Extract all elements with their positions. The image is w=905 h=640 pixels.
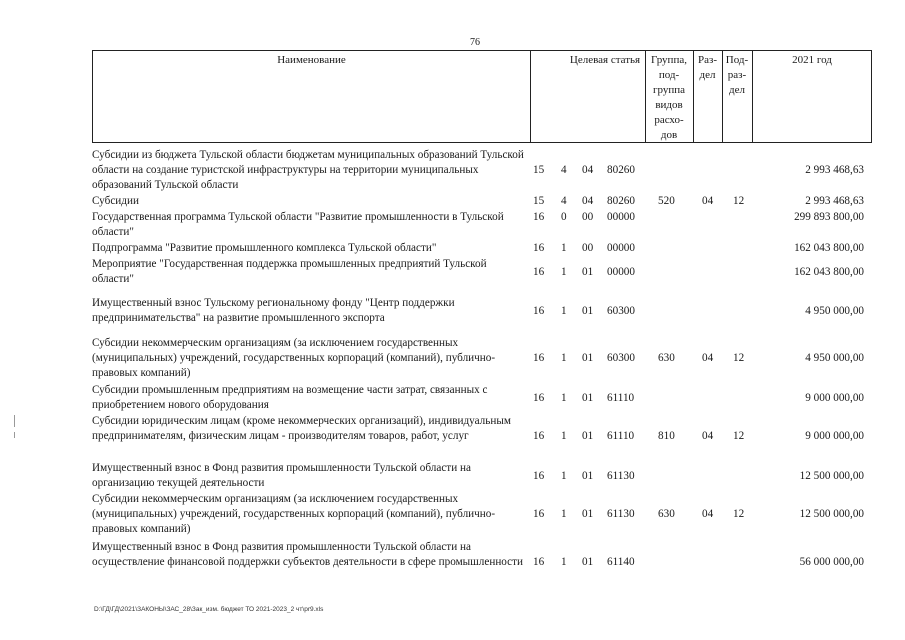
row-name: Имущественный взнос в Фонд развития промышленности Тульской области на осуществление финансовой поддержки субъектов деятельности в сфере промышленности [92,541,524,568]
table-row: Мероприятие "Государственная поддержка промышленных предприятий Тульской области" 16 1 01 00000 162 043 800,00 [92,258,864,285]
table-row: Имущественный взнос Тульскому региональному фонду "Центр поддержки предпринимательства" на развитие промышленного экспорта 16 1 01 60300 4 950 000,00 [92,297,864,324]
table-row: Подпрограмма "Развитие промышленного комплекса Тульской области" 16 1 00 00000 162 043 800,00 [92,242,864,254]
table-row: Субсидии некоммерческим организациям (за исключением государственных (муниципальных) учреждений, государственных корпораций (компаний), публично-правовых компаний) 16 1 01 60300 630 04 12 4 950 000,00 [92,337,864,379]
file-path-footer: D:\ГД\ГД\2021\ЗАКОНЫ\ЗАС_28\Зак_изм. бюджет ТО 2021-2023_2 чт\pr9.xls [94,606,324,613]
table-row: Субсидии 15 4 04 80260 520 04 12 2 993 468,63 [92,195,864,207]
table-row: Субсидии из бюджета Тульской области бюджетам муниципальных образований Тульской области на создание туристской инфраструктуры на территории муниципальных образований Тульской области 15 4 04 80260 2 993 468,63 [92,149,864,191]
row-name: Имущественный взнос Тульскому региональному фонду "Центр поддержки предпринимательства" на развитие промышленного экспорта [92,297,455,324]
table-row: Имущественный взнос в Фонд развития промышленности Тульской области на осуществление финансовой поддержки субъектов деятельности в сфере промышленности 16 1 01 61140 56 000 000,00 [92,541,864,568]
table-row: Субсидии промышленным предприятиям на возмещение части затрат, связанных с приобретением нового оборудования 16 1 01 61110 9 000 000,00 [92,384,864,411]
page-number: 76 [470,37,480,48]
table-row: Имущественный взнос в Фонд развития промышленности Тульской области на организацию текущей деятельности 16 1 01 61130 12 500 000,00 [92,462,864,489]
header-group: Группа, под- группа видов расхо- дов [651,54,687,141]
row-name: Субсидии [92,195,139,207]
header-section: Раз- дел [697,54,717,81]
header-subsection: Под- раз- дел [725,54,749,96]
table-header [92,50,872,143]
table-row: Субсидии юридическим лицам (кроме некоммерческих организаций), индивидуальным предпринимателям, физическим лицам - производителям товаров, работ, услуг 16 1 01 61110 810 04 12 9 000 000,00 [92,415,864,442]
row-name: Подпрограмма "Развитие промышленного комплекса Тульской области" [92,242,437,254]
header-year: 2021 год [792,54,832,66]
row-name: Субсидии юридическим лицам (кроме некоммерческих организаций), индивидуальным предпринимателям, физическим лицам - производителям товаров, работ, услуг [92,415,511,442]
header-name: Наименование [277,54,346,66]
row-name: Субсидии некоммерческим организациям (за исключением государственных (муниципальных) учреждений, государственных корпораций (компаний), публично-правовых компаний) [92,337,496,379]
row-name: Субсидии некоммерческим организациям (за исключением государственных (муниципальных) учреждений, государственных корпораций (компаний), публично-правовых компаний) [92,493,496,535]
row-name: Государственная программа Тульской области "Развитие промышленности в Тульской области" [92,211,504,238]
row-name: Имущественный взнос в Фонд развития промышленности Тульской области на организацию текущей деятельности [92,462,471,489]
row-name: Мероприятие "Государственная поддержка промышленных предприятий Тульской области" [92,258,487,285]
row-name: Субсидии из бюджета Тульской области бюджетам муниципальных образований Тульской области на создание туристской инфраструктуры на территории муниципальных образований Тульской области [92,149,524,191]
table-row: Субсидии некоммерческим организациям (за исключением государственных (муниципальных) учреждений, государственных корпораций (компаний), публично-правовых компаний) 16 1 01 61130 630 04 12 12 500 000,00 [92,493,864,535]
header-target-article: Целевая статья [569,54,641,66]
row-name: Субсидии промышленным предприятиям на возмещение части затрат, связанных с приобретением нового оборудования [92,384,488,411]
table-row: Государственная программа Тульской области "Развитие промышленности в Тульской области" 16 0 00 00000 299 893 800,00 [92,211,864,238]
